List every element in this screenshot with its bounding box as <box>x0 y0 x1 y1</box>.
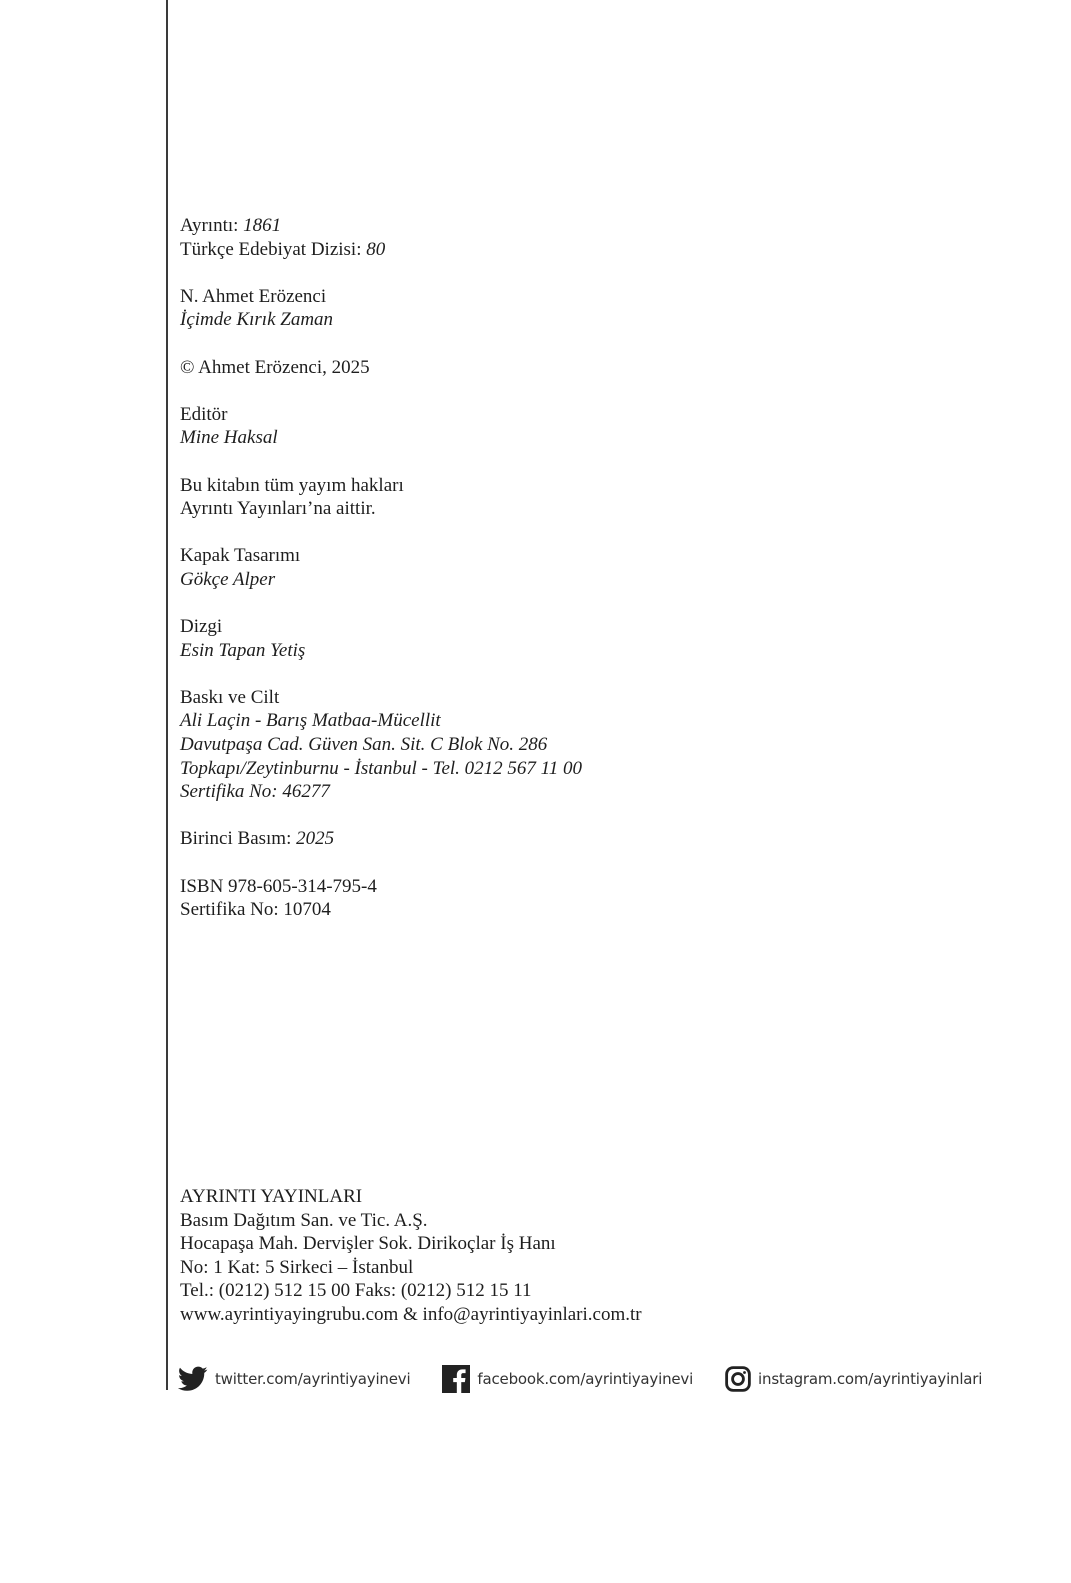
printer-address: Davutpaşa Cad. Güven San. Sit. C Blok No. 286 <box>180 734 548 756</box>
publisher-address-1: Hocapaşa Mah. Dervişler Sok. Dirikoçlar İş Hanı <box>180 1233 556 1255</box>
publisher-phone-fax: Tel.: (0212) 512 15 00 Faks: (0212) 512 15 11 <box>180 1280 532 1302</box>
typesetting-block <box>180 615 582 662</box>
printing-block <box>180 686 582 804</box>
social-links <box>178 1364 1014 1394</box>
publisher-address-2: No: 1 Kat: 5 Sirkeci – İstanbul <box>180 1256 414 1278</box>
printing-label: Baskı ve Cilt <box>180 686 280 708</box>
cover-designer-name: Gökçe Alper <box>180 568 276 590</box>
rights-line-2: Ayrıntı Yayınları’na aittir. <box>180 498 376 520</box>
cover-design-label: Kapak Tasarımı <box>180 545 301 567</box>
editor-name: Mine Haksal <box>180 427 278 449</box>
twitter-icon <box>178 1366 215 1392</box>
publisher-number-line: Ayrıntı: 1861 <box>180 215 282 236</box>
first-edition-year: 2025 <box>296 828 335 850</box>
editor-label: Editör <box>180 403 228 425</box>
printer-city-phone: Topkapı/Zeytinburnu - İstanbul - Tel. 0212 567 11 00 <box>180 757 583 779</box>
publisher-web-email: www.ayrintiyayingrubu.com & info@ayrintiyayinlari.com.tr <box>180 1303 642 1325</box>
social-twitter[interactable] <box>178 1366 410 1392</box>
twitter-link[interactable]: twitter.com/ayrintiyayinevi <box>215 1370 411 1388</box>
facebook-icon <box>442 1365 477 1393</box>
rights-block <box>180 474 582 521</box>
first-edition-block <box>180 827 582 851</box>
book-title: İçimde Kırık Zaman <box>180 309 334 331</box>
rights-line-1: Bu kitabın tüm yayım hakları <box>180 474 404 496</box>
publisher-certificate: Sertifika No: 10704 <box>180 899 331 921</box>
facebook-link[interactable]: facebook.com/ayrintiyayinevi <box>477 1370 694 1388</box>
book-block <box>180 285 582 332</box>
isbn-block <box>180 875 582 922</box>
cover-design-block <box>180 544 582 591</box>
social-facebook[interactable] <box>442 1365 693 1393</box>
typesetting-label: Dizgi <box>180 616 223 638</box>
publisher-number: 1861 <box>243 215 282 236</box>
publisher-name: AYRINTI YAYINLARI <box>180 1186 363 1207</box>
copyright: © Ahmet Erözenci, 2025 <box>180 356 370 378</box>
social-instagram[interactable] <box>725 1366 982 1392</box>
instagram-icon <box>725 1366 758 1392</box>
series-number-line: Türkçe Edebiyat Dizisi: 80 <box>180 238 386 260</box>
isbn: ISBN 978-605-314-795-4 <box>180 875 377 897</box>
publisher-company: Basım Dağıtım San. ve Tic. A.Ş. <box>180 1209 428 1231</box>
colophon <box>180 214 582 945</box>
editor-block <box>180 403 582 450</box>
printer-name: Ali Laçin - Barış Matbaa-Mücellit <box>180 710 441 732</box>
series-block <box>180 214 582 261</box>
publisher-info <box>180 1185 642 1327</box>
copyright-block <box>180 356 582 380</box>
first-edition-line: Birinci Basım: 2025 <box>180 828 335 850</box>
series-number: 80 <box>366 238 386 260</box>
typesetter-name: Esin Tapan Yetiş <box>180 639 306 661</box>
author: N. Ahmet Erözenci <box>180 285 327 307</box>
page-margin-rule <box>166 0 168 1390</box>
printer-certificate: Sertifika No: 46277 <box>180 781 330 803</box>
instagram-link[interactable]: instagram.com/ayrintiyayinlari <box>758 1370 983 1388</box>
